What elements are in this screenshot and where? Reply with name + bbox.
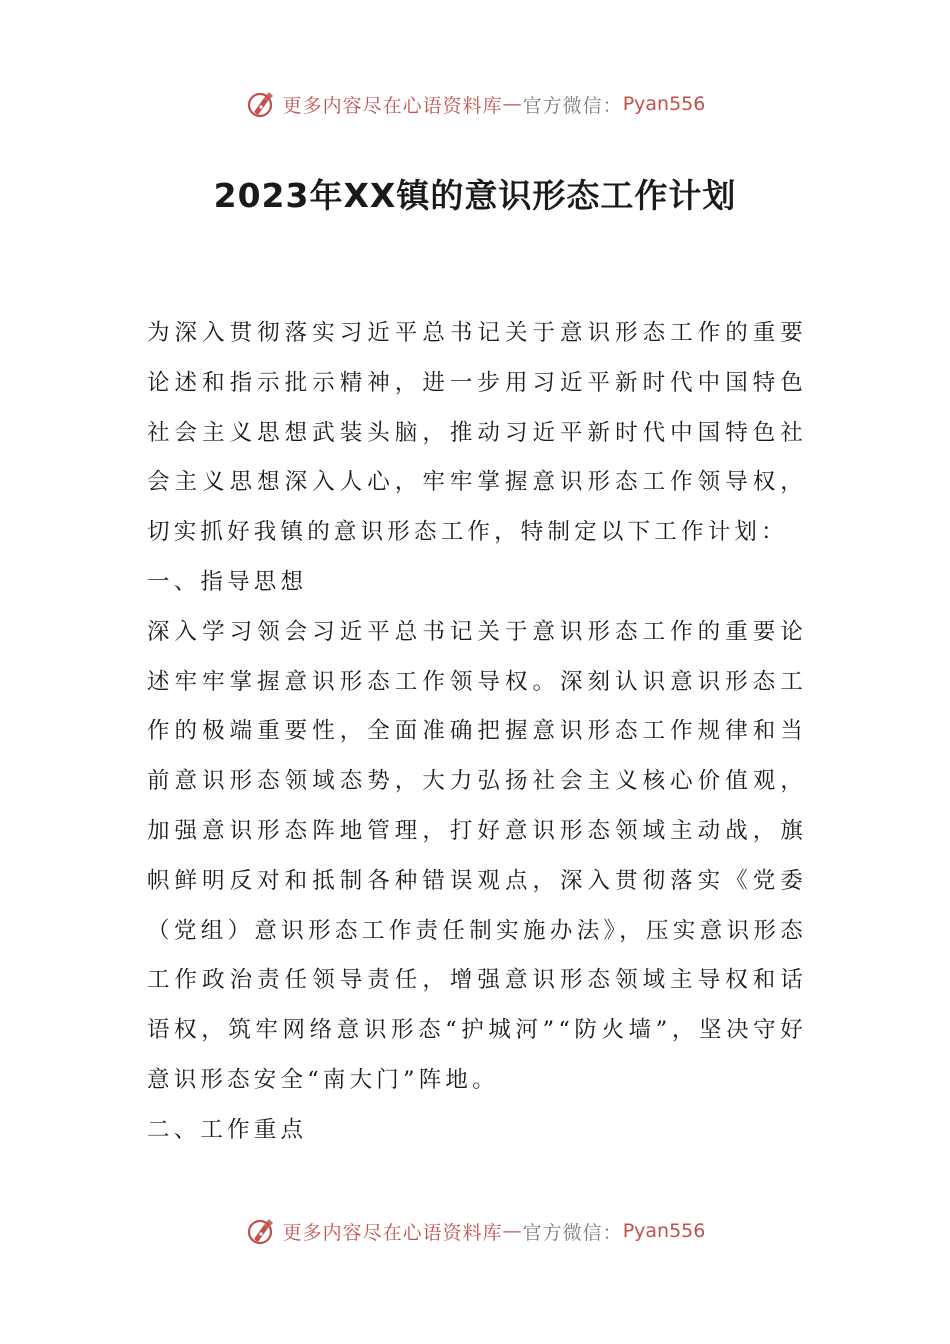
watermark-dash: — <box>502 1220 523 1242</box>
pen-nib-logo-icon <box>245 1215 277 1247</box>
watermark-official-label: 官方微信： <box>522 94 623 117</box>
section-heading-guiding-ideology: 一、指导思想 <box>147 568 308 595</box>
guiding-ideology-paragraph: 深入学习领会习近平总书记关于意识形态工作的重要论述牢牢掌握意识形态工作领导权。深刻认识意识形态工作的极端重要性，全面准确把握意识形态工作规律和当前意识形态领域态势，大力弘扬社会主义核心价值观，加强意识形态阵地管理，打好意识形态领域主动战，旗帜鲜明反对和抵制各种错误观点，深入贯彻落实《党委（党组）意识形态工作责任制实施办法》，压实意识形态工作政治责任领导责任，增强意识形态领域主导权和话语权，筑牢网络意识形态“护城河”“防火墙”，坚决守好意识形态安全“南大门”阵地。 <box>147 618 807 1093</box>
document-title: 2023年XX镇的意识形态工作计划 <box>213 176 737 215</box>
watermark-official-label: 官方微信： <box>522 1221 623 1244</box>
watermark-wechat-id: Pyan556 <box>622 93 706 115</box>
footer-watermark <box>0 1211 950 1251</box>
section-heading-work-focus: 二、工作重点 <box>147 1116 308 1143</box>
header-watermark <box>0 84 950 124</box>
watermark-prefix: 更多内容尽在心语资料库 <box>282 94 503 117</box>
intro-paragraph: 为深入贯彻落实习近平总书记关于意识形态工作的重要论述和指示批示精神，进一步用习近平新时代中国特色社会主义思想武装头脑，推动习近平新时代中国特色社会主义思想深入人心，牢牢掌握意识形态工作领导权，切实抓好我镇的意识形态工作，特制定以下工作计划： <box>147 320 807 546</box>
document-body <box>147 309 807 1156</box>
watermark-wechat-id: Pyan556 <box>622 1220 706 1242</box>
watermark-prefix: 更多内容尽在心语资料库 <box>282 1221 503 1244</box>
watermark-dash: — <box>502 93 523 115</box>
pen-nib-logo-icon <box>245 88 277 120</box>
